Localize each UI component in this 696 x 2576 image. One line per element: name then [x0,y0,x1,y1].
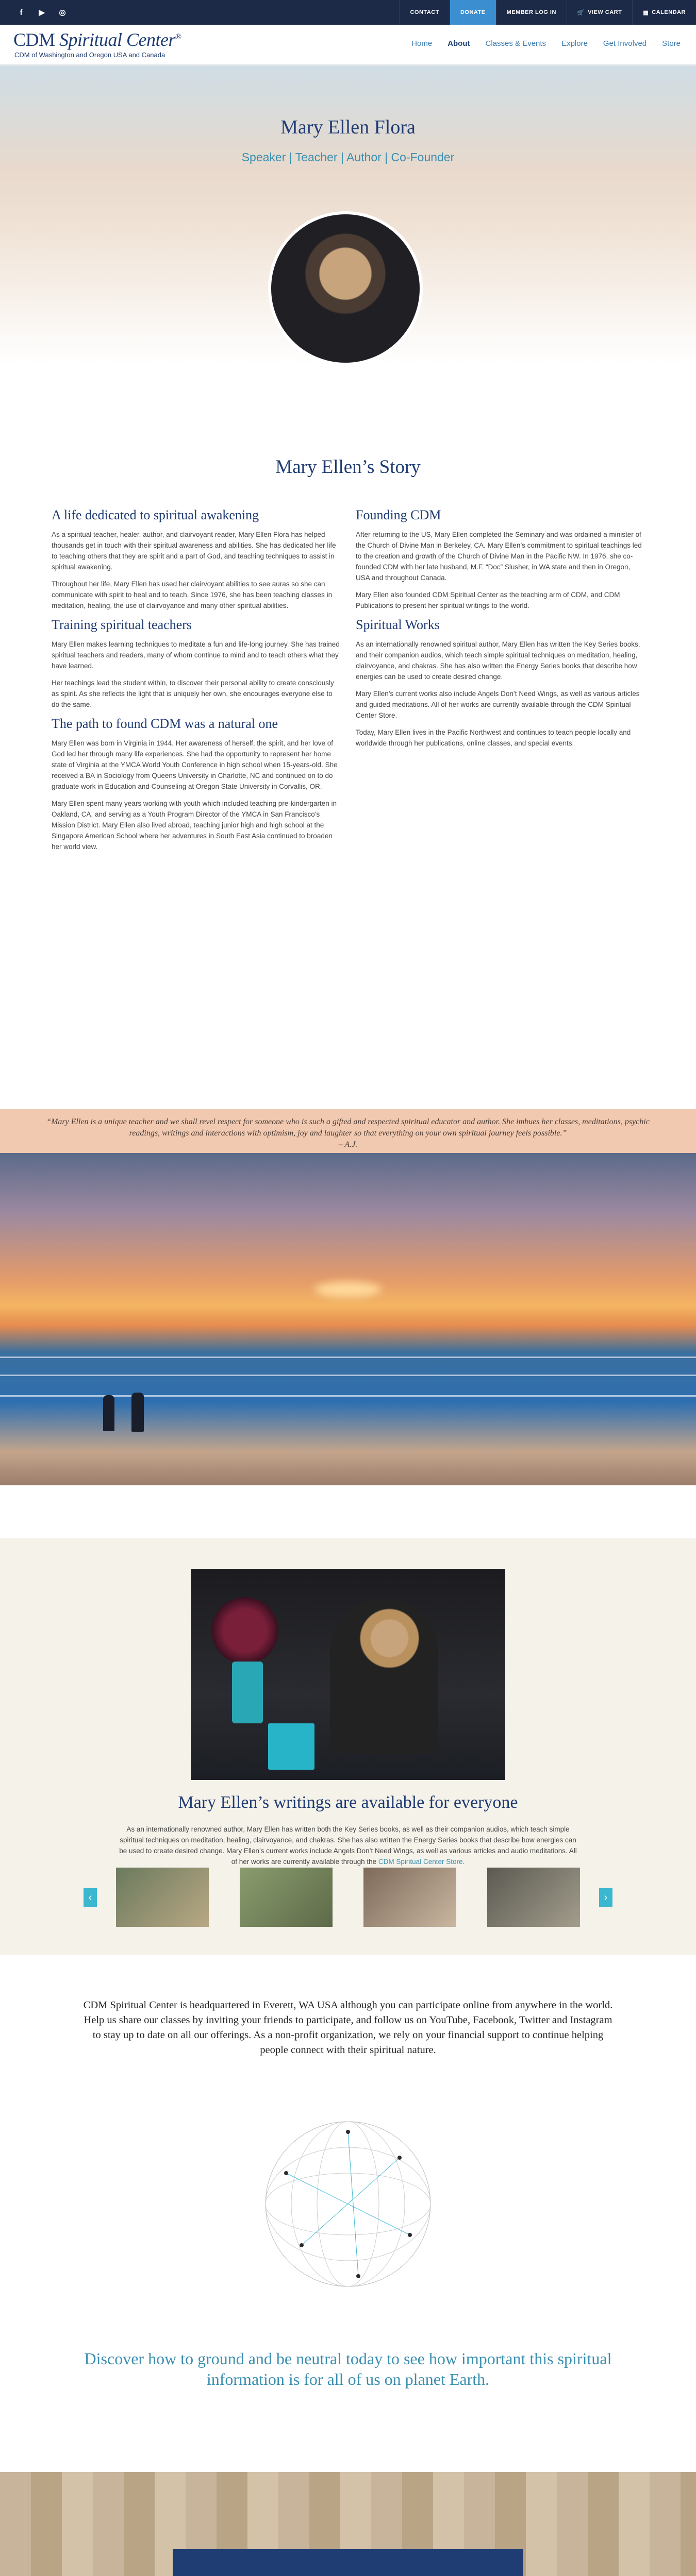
facebook-icon[interactable]: f [20,8,23,17]
wave-line [0,1375,696,1376]
youtube-icon[interactable]: ▶ [39,8,45,17]
writings-body: As an internationally renowned author, Mary Ellen has written both the Key Series books, as well as their companion audios, which teach simple spiritual techniques on meditation, healing, clairvoyance, and chakras. She has also written the Energy Series books that describe how energies can be used to create desired change. Mary Ellen’s current works include Angels Don’t Need Wings, as well as various articles and audio meditations. All of her works are currently available through the [119,1825,577,1866]
store-link[interactable]: CDM Spiritual Center Store. [378,1858,465,1866]
story-paragraph: Throughout her life, Mary Ellen has used her clairvoyant abilities to see auras so she can communicate with spirit to heal and to teach. Since 1976, she has been teaching classes in meditation, healing, the use of clairvoyance and many other spiritual abilities. [52,580,333,609]
carousel-next-icon[interactable]: › [599,1888,612,1907]
logo-subtitle: CDM of Washington and Oregon USA and Canada [14,51,165,59]
nav-store[interactable]: Store [662,39,681,48]
story-heading-training: Training spiritual teachers [52,617,192,632]
calendar-label: CALENDAR [652,9,686,15]
cart-icon: 🛒 [577,9,585,16]
walker-silhouette [131,1393,144,1432]
carousel-prev-icon[interactable]: ‹ [84,1888,97,1907]
testimonial-author: – A.J. [338,1140,358,1149]
view-cart-label: VIEW CART [588,9,622,15]
story-right-column [356,507,644,755]
wave-line [0,1357,696,1358]
sunset-beach-photo [0,1153,696,1485]
writings-section [0,1538,696,1955]
story-paragraph: Today, Mary Ellen lives in the Pacific Northwest and continues to teach people locally and worldwide through her publications, online classes, and special events. [356,728,631,747]
carousel-photo[interactable] [487,1868,580,1927]
story-paragraph: Her teachings lead the student within, to discover their personal ability to create consciously as spirit. As she reflects the light that is uniquely her own, she encourages everyone else to do the same. [52,679,334,708]
walker-silhouette [103,1395,114,1431]
member-login-link[interactable]: MEMBER LOG IN [496,0,567,25]
utility-nav [399,0,696,25]
story-left-column [52,507,340,858]
mary-ellen-portrait [268,211,423,366]
top-bar [0,0,696,25]
story-paragraph: Mary Ellen also founded CDM Spiritual Center as the teaching arm of CDM, and CDM Publications to present her spiritual writings to the world. [356,591,620,609]
book-signing-photo [191,1569,505,1780]
nav-about[interactable]: About [448,39,470,48]
hero-title: Mary Ellen Flora [280,116,416,138]
nav-get-involved[interactable]: Get Involved [603,39,647,48]
calendar-icon: ▦ [643,9,649,16]
globe-node [356,2274,360,2278]
writings-text [119,1824,577,1867]
nav-classes-events[interactable]: Classes & Events [485,39,546,48]
story-paragraph: Mary Ellen was born in Virginia in 1944. Her awareness of herself, the spirit, and her love of God led her through many life experiences. She had the opportunity to represent her home state of Virginia at the YMCA World Youth Conference in high school when 15-years-old. She received a BA in Sociology from Queens University in Charlotte, NC and continued on to do graduate work in Education and Counseling at Oregon State University in Corvallis, OR. [52,739,338,790]
globe-link [348,2132,358,2276]
photo-carousel [101,1868,595,1927]
story-paragraph: After returning to the US, Mary Ellen completed the Seminary and was ordained a minister of the Church of Divine Man in Berkeley, CA. Mary Ellen’s commitment to spiritual teachings led to the creation and growth of the Church of Divine Man in the Pacific NW. In 1976, she co-founded CDM with her late husband, M.F. “Doc” Slusher, in WA state and then in Oregon, USA and throughout Canada. [356,531,642,582]
sun-glow [314,1282,382,1297]
contact-link[interactable]: CONTACT [399,0,449,25]
book-cover [268,1723,314,1770]
story-heading-works: Spiritual Works [356,617,440,632]
story-paragraph: Mary Ellen spent many years working with youth which included teaching pre-kindergarten in Oakland, CA, and serving as a Youth Program Director of the YMCA in San Francisco’s Mission District. Mary Ellen also lived abroad, teaching junior high and high school at the Singapore American School where her adventures in South East Asia continued to broaden her world view. [52,800,337,851]
nav-explore[interactable]: Explore [561,39,588,48]
story-heading-awakening: A life dedicated to spiritual awakening [52,507,259,522]
headquarters-text: CDM Spiritual Center is headquartered in Everett, WA USA although you can participate online from anywhere in the world. Help us share our classes by inviting your friends to participate, and follow us on YouTube, Facebook, Twitter and Instagram to stay up to date on all our offerings. As a non-profit organization, we rely on your financial support to continue helping people connect with their spiritual nature. [83,1999,613,2056]
site-logo[interactable] [13,29,181,50]
story-paragraph: Mary Ellen’s current works also include Angels Don’t Need Wings, as well as various articles and guided meditations. All of her works are currently available through the CDM Spiritual Center Store. [356,690,640,719]
logo-italic: Spiritual Center [59,29,176,50]
social-links [15,7,68,18]
logo-prefix: CDM [13,29,60,50]
story-paragraph: Mary Ellen makes learning techniques to meditate a fun and life-long journey. She has trained spiritual teachers and readers, many of whom continue to mind and to teach others what they have learned. [52,640,340,670]
vase [232,1662,263,1723]
discover-text: Discover how to ground and be neutral today to see how important this spiritual information is for all of us on planet Earth. [84,2349,612,2388]
network-globe [255,2111,441,2297]
calendar-link[interactable] [632,0,696,25]
story-title: Mary Ellen’s Story [275,456,421,478]
instagram-icon[interactable]: ◎ [59,8,66,17]
author-signing [330,1600,438,1754]
globe-node [397,2156,402,2160]
logo-reg: ® [175,32,181,41]
story-heading-founding: Founding CDM [356,507,441,522]
globe-node [408,2233,412,2237]
ancient-principles-box [173,2549,523,2576]
writings-title: Mary Ellen’s writings are available for everyone [178,1793,518,1812]
view-cart-link[interactable] [567,0,632,25]
nav-home[interactable]: Home [411,39,433,48]
donate-button[interactable]: DONATE [450,0,496,25]
story-paragraph: As an internationally renowned spiritual author, Mary Ellen has written the Key Series books, and their companion audios, which teach simple spiritual techniques on meditation, healing, clairvoyance, and chakras. She has also written the Energy Series books that describe how energies can be used to create desired change. [356,640,640,681]
flowers [211,1597,278,1664]
story-heading-path: The path to found CDM was a natural one [52,716,278,731]
globe-node [300,2243,304,2247]
site-header [0,25,696,65]
carousel-photo[interactable] [240,1868,333,1927]
globe-node [346,2130,350,2134]
carousel-photo[interactable] [116,1868,209,1927]
testimonial-quote: “Mary Ellen is a unique teacher and we shall revel respect for someone who is such a gifted and respected spiritual educator and author. She imbues her classes, meditations, psychic readings, writings and interactions with optimism, joy and laughter so that everything on your own spiritual journey feels possible.” [46,1117,650,1138]
story-paragraph: As a spiritual teacher, healer, author, and clairvoyant reader, Mary Ellen Flora has helped thousands get in touch with their spiritual awareness and abilities. She has dedicated her life to teaching others that they are spirit and a part of God, and teaching techniques to assist in spiritual awakening. [52,531,336,571]
carousel-photo[interactable] [363,1868,456,1927]
globe-node [284,2171,288,2175]
main-nav [411,39,681,48]
testimonial-text [31,1116,665,1150]
ancient-hieroglyph-band [0,2472,696,2576]
hero-subtitle: Speaker | Teacher | Author | Co-Founder [241,150,455,164]
testimonial-band [0,1109,696,1153]
